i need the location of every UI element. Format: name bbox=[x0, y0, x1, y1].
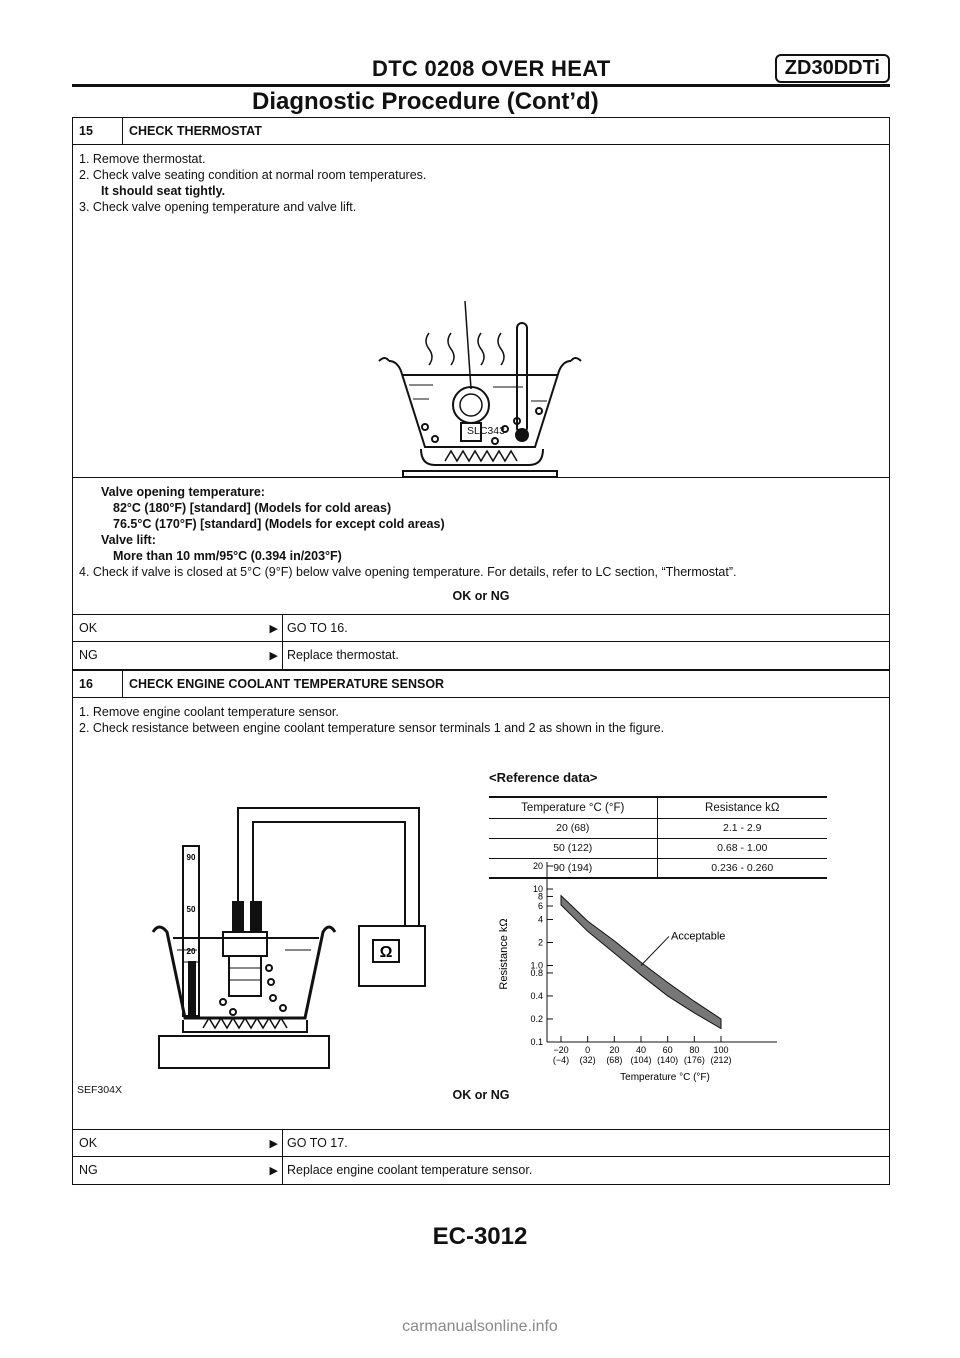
ng-label: NG bbox=[79, 1163, 98, 1177]
table-cell: 50 (122) bbox=[489, 838, 657, 858]
ohm-symbol: Ω bbox=[379, 944, 393, 961]
annotation-leader bbox=[641, 936, 669, 965]
spec-label: Valve opening temperature: bbox=[101, 485, 265, 499]
table-cell: 0.68 - 1.00 bbox=[657, 838, 827, 858]
thermometer-mark: 20 bbox=[186, 947, 196, 956]
instruction-line: 2. Check resistance between engine coolant temperature sensor terminals 1 and 2 as shown in the figure. bbox=[79, 721, 665, 735]
instruction-line: 4. Check if valve is closed at 5°C (9°F) below valve opening temperature. For details, refer to LC section, “Thermostat”. bbox=[79, 565, 737, 579]
step-16-box bbox=[72, 670, 890, 1185]
ok-label: OK bbox=[79, 1136, 98, 1150]
x-tick-label: −20 bbox=[553, 1045, 569, 1055]
instruction-line: 2. Check valve seating condition at normal room temperatures. bbox=[79, 168, 427, 182]
table-cell: 0.236 - 0.260 bbox=[657, 858, 827, 878]
figure-code: SLC343 bbox=[467, 425, 505, 437]
arrow-right-icon: ▶ bbox=[269, 1165, 278, 1177]
ok-option bbox=[73, 1130, 889, 1157]
x-tick-label: (104) bbox=[630, 1055, 652, 1065]
header-rule bbox=[72, 84, 890, 87]
spec-label: Valve lift: bbox=[101, 533, 156, 547]
x-tick-label: (140) bbox=[657, 1055, 679, 1065]
y-tick-label: 1.0 bbox=[530, 960, 543, 971]
spec-value: More than 10 mm/95°C (0.394 in/203°F) bbox=[113, 549, 342, 563]
y-tick-label: 0.8 bbox=[530, 967, 543, 978]
watermark: carmanualsonline.info bbox=[402, 1318, 558, 1335]
step-15-header bbox=[73, 118, 889, 145]
ng-result: Replace engine coolant temperature sensor. bbox=[287, 1163, 533, 1177]
sensor-illustration bbox=[73, 736, 493, 1129]
step-title: CHECK ENGINE COOLANT TEMPERATURE SENSOR bbox=[129, 677, 445, 691]
thermometer-mark: 90 bbox=[186, 853, 196, 862]
resistance-chart bbox=[483, 856, 783, 1088]
spec-value: 82°C (180°F) [standard] (Models for cold areas) bbox=[113, 501, 392, 515]
y-tick-label: 2 bbox=[537, 937, 543, 948]
ng-label: NG bbox=[79, 648, 98, 662]
table-cell: 20 (68) bbox=[489, 818, 657, 838]
engine-badge: ZD30DDTi bbox=[775, 54, 890, 83]
y-tick-label: 10 bbox=[532, 884, 543, 895]
x-tick-label: (−4) bbox=[552, 1055, 570, 1065]
instruction-line: It should seat tightly. bbox=[101, 184, 226, 198]
arrow-right-icon: ▶ bbox=[269, 623, 278, 635]
y-tick-label: 8 bbox=[537, 891, 543, 902]
y-tick-label: 20 bbox=[532, 861, 543, 871]
instruction-line: 1. Remove engine coolant temperature sensor. bbox=[79, 705, 339, 719]
spec-value: 76.5°C (170°F) [standard] (Models for except cold areas) bbox=[113, 517, 445, 531]
step-15-specs bbox=[73, 478, 889, 615]
annotation-label: Acceptable bbox=[671, 930, 726, 943]
x-tick-label: 0 bbox=[585, 1045, 591, 1055]
x-tick-label: 60 bbox=[662, 1045, 673, 1055]
ng-option bbox=[73, 1157, 889, 1184]
ng-result: Replace thermostat. bbox=[287, 648, 399, 662]
thermostat-illustration bbox=[73, 215, 889, 477]
reference-title: <Reference data> bbox=[489, 770, 598, 785]
thermometer-mark: 50 bbox=[186, 905, 196, 914]
table-row bbox=[489, 838, 827, 858]
ng-option bbox=[73, 642, 889, 669]
page-subtitle: Diagnostic Procedure (Cont’d) bbox=[252, 88, 599, 115]
step-title: CHECK THERMOSTAT bbox=[129, 124, 262, 138]
step-15-box bbox=[72, 117, 890, 670]
x-tick-label: 40 bbox=[635, 1045, 647, 1055]
x-tick-label: (212) bbox=[710, 1055, 732, 1065]
section-title: DTC 0208 OVER HEAT bbox=[372, 56, 611, 81]
ok-result: GO TO 17. bbox=[287, 1136, 348, 1150]
ok-or-ng-title: OK or NG bbox=[452, 589, 510, 603]
table-header: Resistance kΩ bbox=[657, 797, 827, 818]
step-15-instructions bbox=[73, 145, 889, 478]
table-cell: 90 (194) bbox=[489, 858, 657, 878]
y-tick-label: 0.1 bbox=[530, 1037, 543, 1047]
ok-option bbox=[73, 615, 889, 642]
arrow-right-icon: ▶ bbox=[269, 1138, 278, 1150]
x-tick-label: 100 bbox=[713, 1045, 729, 1055]
ok-or-ng-title: OK or NG bbox=[452, 1088, 510, 1102]
arrow-right-icon: ▶ bbox=[269, 650, 278, 662]
figure-code: SEF304X bbox=[77, 1084, 122, 1096]
step-16-body bbox=[73, 698, 889, 1130]
acceptable-band bbox=[561, 896, 721, 1029]
step-16-header bbox=[73, 671, 889, 698]
y-axis-label: Resistance kΩ bbox=[498, 918, 510, 990]
y-tick-label: 6 bbox=[537, 900, 543, 911]
step-number: 16 bbox=[73, 671, 123, 697]
x-tick-label: 80 bbox=[689, 1045, 700, 1055]
ok-result: GO TO 16. bbox=[287, 621, 348, 635]
x-tick-label: (176) bbox=[683, 1055, 705, 1065]
instruction-line: 1. Remove thermostat. bbox=[79, 152, 206, 166]
step-number: 15 bbox=[73, 118, 123, 144]
x-axis-label: Temperature °C (°F) bbox=[620, 1072, 710, 1083]
page-number: EC-3012 bbox=[432, 1223, 528, 1250]
x-tick-label: 20 bbox=[609, 1045, 620, 1055]
thermostat-figure bbox=[73, 215, 889, 477]
y-tick-label: 0.4 bbox=[530, 990, 543, 1001]
page-header bbox=[72, 52, 890, 115]
x-tick-label: (32) bbox=[579, 1055, 596, 1065]
y-tick-label: 4 bbox=[537, 914, 543, 925]
y-tick-label: 0.2 bbox=[530, 1013, 543, 1024]
sensor-figure bbox=[73, 736, 889, 1129]
table-cell: 2.1 - 2.9 bbox=[657, 818, 827, 838]
table-row bbox=[489, 818, 827, 838]
x-tick-label: (68) bbox=[606, 1055, 623, 1065]
ok-label: OK bbox=[79, 621, 98, 635]
instruction-line: 3. Check valve opening temperature and valve lift. bbox=[79, 200, 357, 214]
table-header: Temperature °C (°F) bbox=[489, 797, 657, 818]
